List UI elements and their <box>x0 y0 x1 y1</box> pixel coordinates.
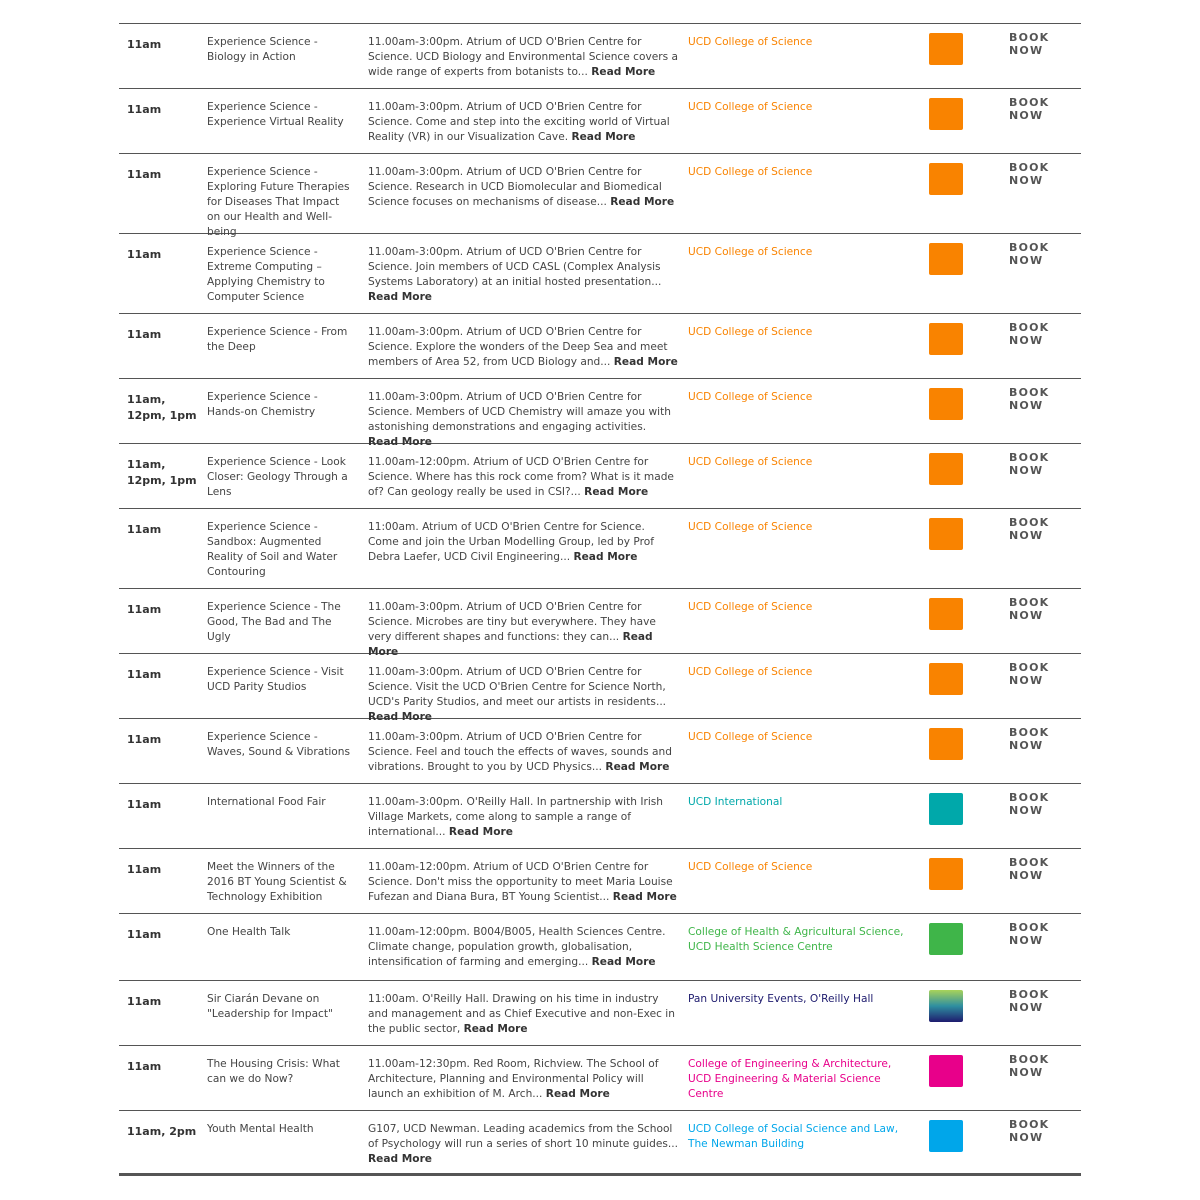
event-description-text: 11.00am-12:00pm. B004/B005, Health Sciences Centre. Climate change, population growth, globalisation, intensification of farming and emerging... <box>368 926 666 968</box>
event-time: 11am <box>127 928 162 941</box>
event-row <box>119 1111 1081 1176</box>
event-row <box>119 849 1081 914</box>
event-row <box>119 784 1081 849</box>
book-now-button[interactable]: BOOK NOW <box>1009 791 1050 817</box>
event-description <box>368 520 678 565</box>
event-title: Experience Science - From the Deep <box>207 326 348 353</box>
event-description <box>368 35 678 80</box>
event-row <box>119 24 1081 89</box>
event-time: 11am, 12pm, 1pm <box>127 458 197 487</box>
event-title: Experience Science - Waves, Sound & Vibrations <box>207 731 351 758</box>
event-description-text: 11.00am-3:00pm. Atrium of UCD O'Brien Centre for Science. Members of UCD Chemistry will amaze you with astonishing demonstrations and engaging activities. <box>368 391 671 433</box>
read-more-link[interactable]: Read More <box>368 711 432 723</box>
event-organiser: UCD College of Science <box>688 166 813 178</box>
event-time: 11am <box>127 668 162 681</box>
category-color-swatch <box>929 923 963 955</box>
event-organiser: UCD College of Science <box>688 391 813 403</box>
event-time: 11am <box>127 168 162 181</box>
category-color-swatch <box>929 663 963 695</box>
event-title: Experience Science - The Good, The Bad and The Ugly <box>207 601 341 643</box>
event-description <box>368 455 678 500</box>
read-more-link[interactable]: Read More <box>368 291 432 303</box>
event-organiser: UCD College of Social Science and Law, The Newman Building <box>688 1123 899 1150</box>
read-more-link[interactable]: Read More <box>463 1023 528 1035</box>
event-time: 11am <box>127 733 162 746</box>
read-more-link[interactable]: Read More <box>448 826 513 838</box>
book-now-button[interactable]: BOOK NOW <box>1009 451 1050 477</box>
book-now-button[interactable]: BOOK NOW <box>1009 921 1050 947</box>
event-row <box>119 981 1081 1046</box>
event-organiser: UCD College of Science <box>688 456 813 468</box>
event-description-text: 11:00am. O'Reilly Hall. Drawing on his time in industry and management and as Chief Executive and non-Exec in the public sector, <box>368 993 675 1035</box>
read-more-link[interactable]: Read More <box>584 486 649 498</box>
event-title: Experience Science - Hands-on Chemistry <box>207 391 318 418</box>
book-now-button[interactable]: BOOK NOW <box>1009 856 1050 882</box>
event-row <box>119 154 1081 238</box>
event-organiser: UCD College of Science <box>688 861 813 873</box>
book-now-button[interactable]: BOOK NOW <box>1009 1118 1050 1144</box>
event-time: 11am <box>127 38 162 51</box>
event-description <box>368 992 678 1037</box>
book-now-button[interactable]: BOOK NOW <box>1009 661 1050 687</box>
event-description-text: 11.00am-3:00pm. Atrium of UCD O'Brien Centre for Science. UCD Biology and Environmental Science covers a wide range of experts from botanists to... <box>368 36 678 78</box>
event-time: 11am <box>127 798 162 811</box>
event-description <box>368 730 678 775</box>
book-now-button[interactable]: BOOK NOW <box>1009 31 1050 57</box>
event-organiser: UCD College of Science <box>688 666 813 678</box>
event-organiser: UCD International <box>688 796 783 808</box>
event-organiser: College of Engineering & Architecture, UCD Engineering & Material Science Centre <box>688 1058 892 1100</box>
category-color-swatch <box>929 243 963 275</box>
event-row <box>119 914 1081 981</box>
event-time: 11am <box>127 863 162 876</box>
event-description <box>368 925 678 970</box>
event-row <box>119 1046 1081 1111</box>
event-description <box>368 1057 678 1102</box>
event-description-text: G107, UCD Newman. Leading academics from the School of Psychology will run a series of short 10 minute guides... <box>368 1123 678 1150</box>
book-now-button[interactable]: BOOK NOW <box>1009 516 1050 542</box>
event-description <box>368 795 678 840</box>
event-title: One Health Talk <box>207 926 291 938</box>
book-now-button[interactable]: BOOK NOW <box>1009 161 1050 187</box>
book-now-button[interactable]: BOOK NOW <box>1009 241 1050 267</box>
book-now-button[interactable]: BOOK NOW <box>1009 96 1050 122</box>
event-title: Experience Science - Look Closer: Geology Through a Lens <box>207 456 348 498</box>
event-title: Experience Science - Extreme Computing – Applying Chemistry to Computer Science <box>207 246 325 303</box>
event-description-text: 11.00am-3:00pm. Atrium of UCD O'Brien Centre for Science. Visit the UCD O'Brien Centre for Science North, UCD's Parity Studios, and meet our artists in residents... <box>368 666 667 708</box>
category-color-swatch <box>929 323 963 355</box>
book-now-button[interactable]: BOOK NOW <box>1009 386 1050 412</box>
category-color-swatch <box>929 1055 963 1087</box>
event-row <box>119 379 1081 448</box>
event-row <box>119 509 1081 589</box>
read-more-link[interactable]: Read More <box>368 436 432 448</box>
category-color-swatch <box>929 858 963 890</box>
event-row <box>119 234 1081 314</box>
event-organiser: UCD College of Science <box>688 246 813 258</box>
event-title: Experience Science - Visit UCD Parity Studios <box>207 666 344 693</box>
book-now-button[interactable]: BOOK NOW <box>1009 1053 1050 1079</box>
event-title: Meet the Winners of the 2016 BT Young Scientist & Technology Exhibition <box>207 861 347 903</box>
category-color-swatch <box>929 990 963 1022</box>
read-more-link[interactable]: Read More <box>605 761 670 773</box>
event-time: 11am <box>127 103 162 116</box>
read-more-link[interactable]: Read More <box>591 956 656 968</box>
event-organiser: UCD College of Science <box>688 326 813 338</box>
event-description <box>368 325 678 370</box>
category-color-swatch <box>929 518 963 550</box>
book-now-button[interactable]: BOOK NOW <box>1009 321 1050 347</box>
book-now-button[interactable]: BOOK NOW <box>1009 596 1050 622</box>
events-table <box>119 23 1081 1176</box>
event-time: 11am <box>127 328 162 341</box>
read-more-link[interactable]: Read More <box>612 891 677 903</box>
event-time: 11am, 12pm, 1pm <box>127 393 197 422</box>
event-time: 11am <box>127 603 162 616</box>
read-more-link[interactable]: Read More <box>610 196 675 208</box>
event-description-text: 11.00am-3:00pm. Atrium of UCD O'Brien Centre for Science. Join members of UCD CASL (Complex Analysis Systems Laboratory) at an initial hosted presentation... <box>368 246 662 288</box>
category-color-swatch <box>929 1120 963 1152</box>
event-row <box>119 314 1081 379</box>
event-description <box>368 665 678 725</box>
event-description-text: 11:00am. Atrium of UCD O'Brien Centre for Science. Come and join the Urban Modelling Group, led by Prof Debra Laefer, UCD Civil Engineering... <box>368 521 654 563</box>
event-description-text: 11.00am-3:00pm. Atrium of UCD O'Brien Centre for Science. Feel and touch the effects of waves, sounds and vibrations. Brought to you by UCD Physics... <box>368 731 672 773</box>
read-more-link[interactable]: Read More <box>368 1153 432 1165</box>
event-time: 11am <box>127 995 162 1008</box>
event-organiser: UCD College of Science <box>688 101 813 113</box>
book-now-button[interactable]: BOOK NOW <box>1009 988 1050 1014</box>
event-row <box>119 654 1081 723</box>
event-time: 11am, 2pm <box>127 1125 197 1138</box>
event-description-text: 11.00am-3:00pm. Atrium of UCD O'Brien Centre for Science. Microbes are tiny but everywhere. They have very different shapes and functions: they can... <box>368 601 656 643</box>
event-organiser: UCD College of Science <box>688 731 813 743</box>
category-color-swatch <box>929 163 963 195</box>
event-time: 11am <box>127 523 162 536</box>
event-time: 11am <box>127 248 162 261</box>
event-title: Youth Mental Health <box>207 1123 314 1135</box>
event-description <box>368 600 678 660</box>
category-color-swatch <box>929 793 963 825</box>
event-organiser: UCD College of Science <box>688 601 813 613</box>
category-color-swatch <box>929 98 963 130</box>
event-organiser: UCD College of Science <box>688 521 813 533</box>
event-description <box>368 245 678 305</box>
read-more-link[interactable]: Read More <box>368 631 653 658</box>
event-description-text: 11.00am-3:00pm. O'Reilly Hall. In partnership with Irish Village Markets, come along to sample a range of international... <box>368 796 664 838</box>
event-title: The Housing Crisis: What can we do Now? <box>207 1058 340 1085</box>
category-color-swatch <box>929 388 963 420</box>
event-description-text: 11.00am-3:00pm. Atrium of UCD O'Brien Centre for Science. Research in UCD Biomolecular and Biomedical Science focuses on mechanisms of disease... <box>368 166 662 208</box>
event-organiser: UCD College of Science <box>688 36 813 48</box>
category-color-swatch <box>929 598 963 630</box>
event-description <box>368 165 678 210</box>
book-now-button[interactable]: BOOK NOW <box>1009 726 1050 752</box>
event-title: Experience Science - Exploring Future Therapies for Diseases That Impact on our Health and Well-being <box>207 166 350 238</box>
event-title: Experience Science - Biology in Action <box>207 36 318 63</box>
read-more-link[interactable]: Read More <box>571 131 636 143</box>
event-description-text: 11.00am-3:00pm. Atrium of UCD O'Brien Centre for Science. Come and step into the exciting world of Virtual Reality (VR) in our Visualization Cave. <box>368 101 670 143</box>
event-description-text: 11.00am-12:30pm. Red Room, Richview. The School of Architecture, Planning and Environmental Policy will launch an exhibition of M. Arch... <box>368 1058 659 1100</box>
event-description-text: 11.00am-12:00pm. Atrium of UCD O'Brien Centre for Science. Don't miss the opportunity to meet Maria Louise Fufezan and Diana Bura, BT Young Scientist... <box>368 861 673 903</box>
event-row <box>119 719 1081 784</box>
event-description <box>368 1122 678 1167</box>
event-description <box>368 860 678 905</box>
category-color-swatch <box>929 453 963 485</box>
event-organiser: Pan University Events, O'Reilly Hall <box>688 993 874 1005</box>
event-title: Experience Science - Experience Virtual Reality <box>207 101 344 128</box>
event-time: 11am <box>127 1060 162 1073</box>
event-description-text: 11.00am-3:00pm. Atrium of UCD O'Brien Centre for Science. Explore the wonders of the Deep Sea and meet members of Area 52, from UCD Biology and... <box>368 326 668 368</box>
category-color-swatch <box>929 33 963 65</box>
event-row <box>119 444 1081 509</box>
event-description-text: 11.00am-12:00pm. Atrium of UCD O'Brien Centre for Science. Where has this rock come from? What is it made of? Can geology really be used in CSI?... <box>368 456 674 498</box>
event-description <box>368 100 678 145</box>
read-more-link[interactable]: Read More <box>613 356 678 368</box>
event-description <box>368 390 678 450</box>
event-row <box>119 589 1081 658</box>
event-row <box>119 89 1081 154</box>
read-more-link[interactable]: Read More <box>545 1088 610 1100</box>
category-color-swatch <box>929 728 963 760</box>
event-title: Sir Ciarán Devane on "Leadership for Impact" <box>207 993 333 1020</box>
read-more-link[interactable]: Read More <box>573 551 638 563</box>
event-organiser: College of Health & Agricultural Science, UCD Health Science Centre <box>688 926 904 953</box>
event-title: Experience Science - Sandbox: Augmented Reality of Soil and Water Contouring <box>207 521 338 578</box>
event-title: International Food Fair <box>207 796 326 808</box>
read-more-link[interactable]: Read More <box>591 66 656 78</box>
